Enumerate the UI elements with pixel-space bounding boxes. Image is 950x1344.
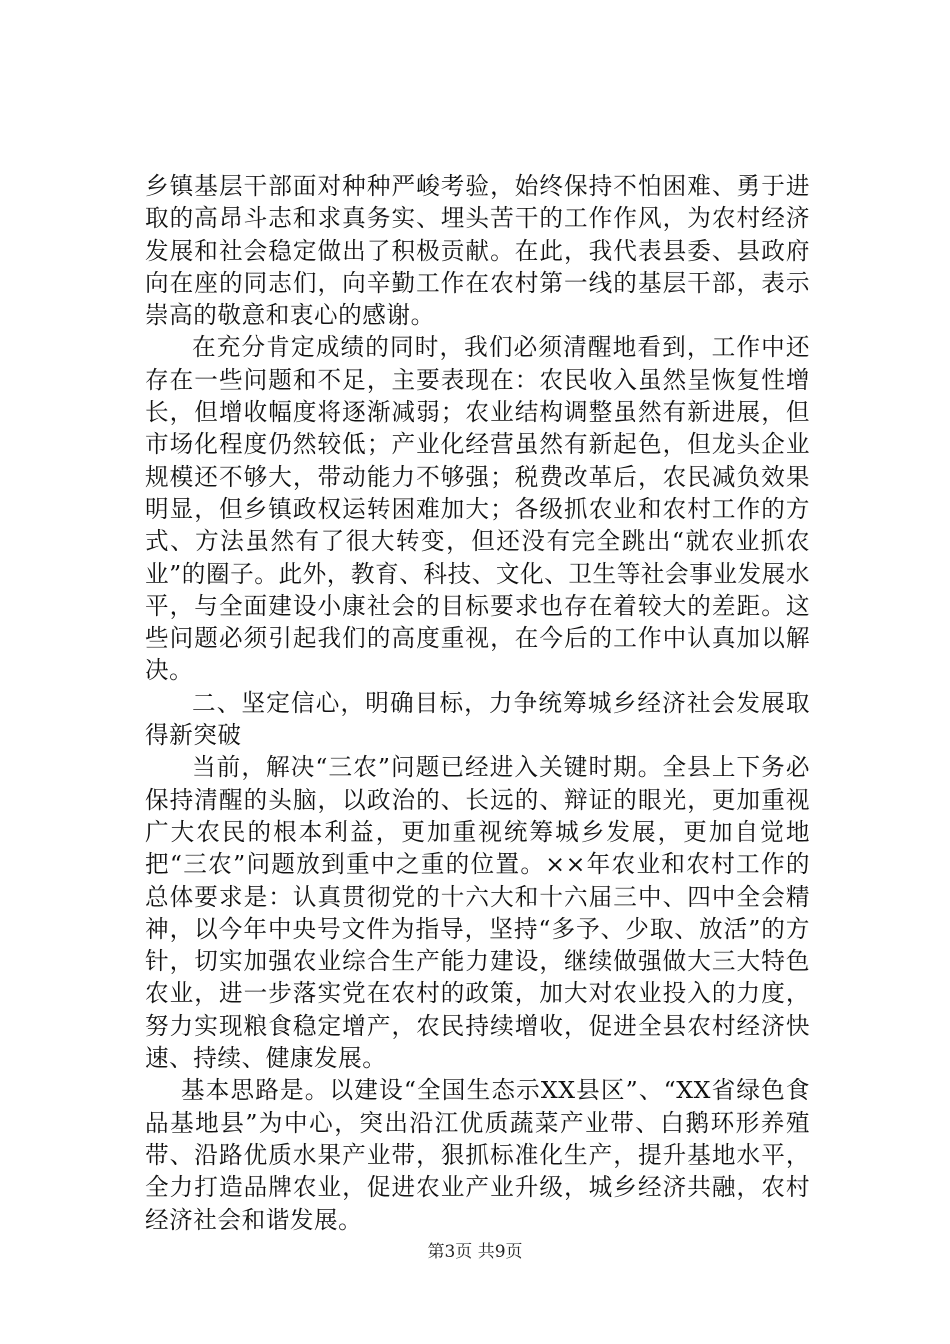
section-heading: 二、坚定信心，明确目标，力争统筹城乡经济社会发展取得新突破 [145, 688, 810, 750]
document-body [145, 170, 810, 1236]
paragraph-basic-approach: 基本思路是。以建设“全国生态示XX县区”、“XX省绿色食品基地县”为中心，突出沿江优质蔬菜产业带、白鹅环形养殖带、沿路优质水果产业带，狠抓标准化生产，提升基地水平，全力打造品牌农业，促进农业产业升级，城乡经济共融，农村经济社会和谐发展。 [145, 1076, 810, 1234]
paragraph-requirements: 当前，解决“三农”问题已经进入关键时期。全县上下务必保持清醒的头脑，以政治的、长远的、辩证的眼光，更加重视广大农民的根本利益，更加重视统筹城乡发展，更加自觉地把“三农”问题放到重中之重的位置。××年农业和农村工作的总体要求是：认真贯彻党的十六大和十六届三中、四中全会精神，以今年中央号文件为指导，坚持“多予、少取、放活”的方针，切实加强农业综合生产能力建设，继续做强做大三大特色农业，进一步落实党在农村的政策，加大对农业投入的力度，努力实现粮食稳定增产，农民持续增收，促进全县农村经济快速、持续、健康发展。 [145, 753, 810, 1073]
page-number: 第3页 共9页 [427, 1242, 523, 1262]
page-footer [0, 1241, 950, 1263]
paragraph-problems: 在充分肯定成绩的同时，我们必须清醒地看到，工作中还存在一些问题和不足，主要表现在：农民收入虽然呈恢复性增长，但增收幅度将逐渐减弱；农业结构调整虽然有新进展，但市场化程度仍然较低；产业化经营虽然有新起色，但龙头企业规模还不够大，带动能力不够强；税费改革后，农民减负效果明显，但乡镇政权运转困难加大；各级抓农业和农村工作的方式、方法虽然有了很大转变，但还没有完全跳出“就农业抓农业”的圈子。此外，教育、科技、文化、卫生等社会事业发展水平，与全面建设小康社会的目标要求也存在着较大的差距。这些问题必须引起我们的高度重视，在今后的工作中认真加以解决。 [145, 333, 810, 685]
paragraph-continuation: 乡镇基层干部面对种种严峻考验，始终保持不怕困难、勇于进取的高昂斗志和求真务实、埋头苦干的工作作风，为农村经济发展和社会稳定做出了积极贡献。在此，我代表县委、县政府向在座的同志们，向辛勤工作在农村第一线的基层干部，表示崇高的敬意和衷心的感谢。 [145, 172, 810, 330]
